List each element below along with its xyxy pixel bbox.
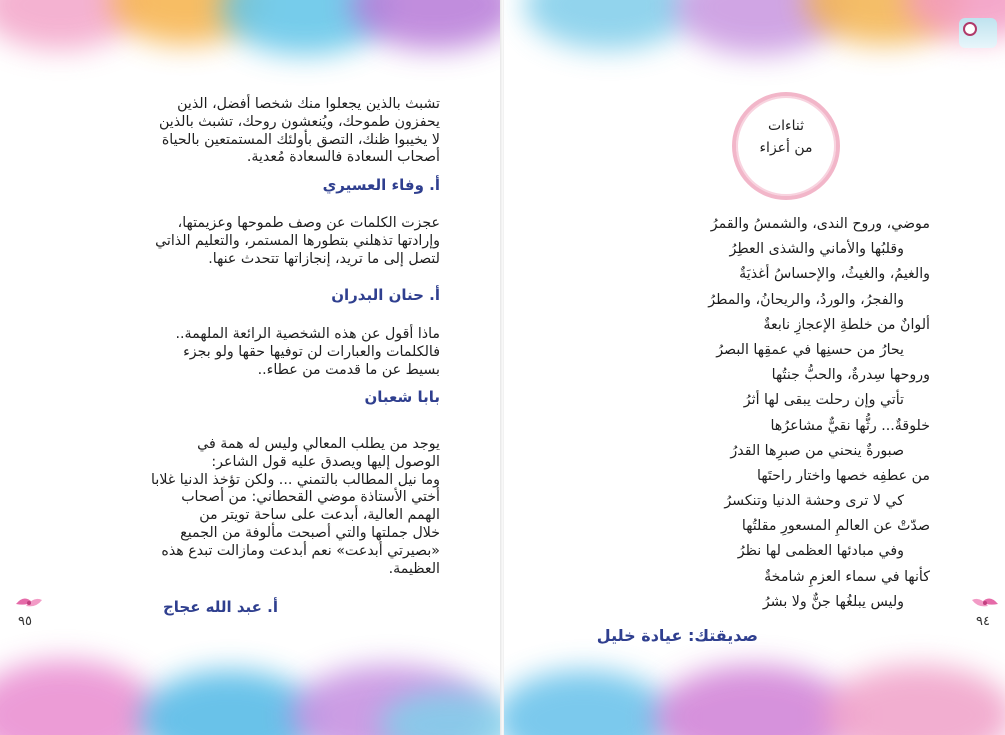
text-line: وإرادتها تذهلني بتطورها المستمر، والتعليم الذاتي [155, 232, 440, 249]
poem-signature: صديقتك: عيادة خليل [596, 626, 758, 645]
poem-line: وقلبُها والأماني والشذى العطِرُ [729, 241, 904, 258]
flower-ornament-icon [14, 592, 44, 612]
poem-line: ألوانٌ من خلطةِ الإعجازِ نابعةٌ [763, 316, 930, 333]
testimonial-paragraph [48, 436, 440, 578]
watercolor-splash [220, 0, 390, 55]
poem-line: صدّتْ عن العالمِ المسعورِ مقلتُها [741, 518, 930, 535]
text-line: عجزت الكلمات عن وصف طموحها وعزيمتها، [177, 215, 440, 231]
text-line: خلال جملتها والتي أصبحت مألوفة من الجميع [180, 524, 440, 541]
page-number: ٩٤ [976, 614, 990, 629]
text-line: أصحاب السعادة فالسعادة مُعدية. [246, 149, 440, 166]
text-line: الهمم العالية، أبدعت على ساحة تويتر من [199, 507, 440, 524]
left-page [0, 0, 501, 735]
poem-line: موضي، وروح الندى، والشمسُ والقمرُ [710, 216, 930, 232]
text-line: العظيمة. [388, 560, 440, 577]
author-name: أ. عبد الله عجاج [162, 598, 278, 616]
poem-line: من عطفِه خصها واختار راحتَها [757, 467, 930, 484]
poem-line: وليس يبلغُها جنٌّ ولا بشرُ [762, 593, 904, 610]
author-name: أ. حنان البدران [331, 286, 440, 304]
text-line: لتصل إلى ما تريد، إنجازاتها تتحدث عنها. [208, 250, 440, 267]
watercolor-splash [350, 0, 501, 50]
watercolor-splash [290, 665, 490, 735]
watercolor-splash [524, 0, 694, 50]
text-line: بسيط عن ما قدمت من عطاء.. [257, 361, 440, 378]
watercolor-splash [804, 0, 964, 45]
poem-line: والغيمُ، والغيثُ، والإحساسُ أغذيَةٌ [739, 266, 930, 283]
text-line: لا يخيبوا ظنك، التصق بأولئك المستمتعين بالحياة [161, 131, 440, 148]
poem-line: وروحها سِدرةٌ، والحبُّ جنتُها [771, 367, 930, 384]
poem-line: خلوقةٌ... رثُّها نقيٌّ مشاعرُها [770, 417, 930, 434]
poem-line: كأنها في سماء العزمِ شامخةٌ [764, 568, 930, 585]
right-page [504, 0, 1005, 735]
text-line: يوجد من يطلب المعالي وليس له همة في [197, 436, 440, 452]
text-line: وما نيل المطالب بالتمني ... ولكن تؤخذ الدنيا غلابا [151, 471, 440, 488]
badge-title-line1: ثناءات [767, 118, 805, 134]
text-line: أختي الأستاذة موضي القحطاني: من أصحاب [181, 489, 440, 506]
text-line: فالكلمات والعبارات لن توفيها حقها ولو بجزء [183, 343, 440, 360]
author-name: أ. وفاء العسيري [322, 176, 440, 194]
poem-line: كي لا ترى وحشة الدنيا وتنكسرُ [724, 493, 904, 510]
watercolor-splash [674, 0, 844, 55]
text-line: تشبث بالذين يجعلوا منك شخصا أفضل، الذين [177, 96, 440, 112]
text-line: «بصيرتي أبدعت» نعم أبدعت ومازالت تبدع هذه [161, 542, 440, 559]
text-line: ماذا أقول عن هذه الشخصية الرائعة الملهمة.. [175, 326, 440, 342]
testimonial-paragraph [48, 326, 440, 379]
text-line: الوصول إليها ويصدق عليه قول الشاعر: [211, 453, 440, 470]
watercolor-splash [504, 670, 674, 735]
watercolor-splash [0, 660, 160, 735]
poem-line: والفجرُ، والوردُ، والريحانُ، والمطرُ [708, 291, 904, 308]
watercolor-splash [380, 690, 501, 735]
poem-line: يحارُ من حسنِها في عمقِها البصرُ [716, 341, 904, 358]
logo-mark-icon [963, 22, 977, 36]
flower-ornament-icon [970, 592, 1000, 612]
author-name: بابا شعبان [364, 388, 440, 406]
poem [574, 212, 930, 615]
testimonial-paragraph [48, 215, 440, 268]
text-line: يحفزون طموحك، ويُنعشون روحك، تشبث بالذين [158, 113, 440, 130]
watercolor-splash [824, 665, 1005, 735]
poem-line: وفي مبادئها العظمى لها نظرُ [737, 543, 904, 560]
watercolor-splash [140, 670, 320, 735]
section-badge [732, 92, 840, 200]
poem-line: صبورةٌ ينحني من صبرِها القدرُ [730, 442, 904, 459]
watercolor-splash [0, 0, 140, 50]
watercolor-splash [110, 0, 260, 45]
testimonial-paragraph [48, 96, 440, 167]
poem-line: تأتي وإن رحلت يبقى لها أثرُ [743, 392, 904, 409]
page-number: ٩٥ [18, 614, 32, 629]
badge-title-line2: من أعزاء [759, 140, 813, 156]
watercolor-splash [654, 665, 854, 735]
